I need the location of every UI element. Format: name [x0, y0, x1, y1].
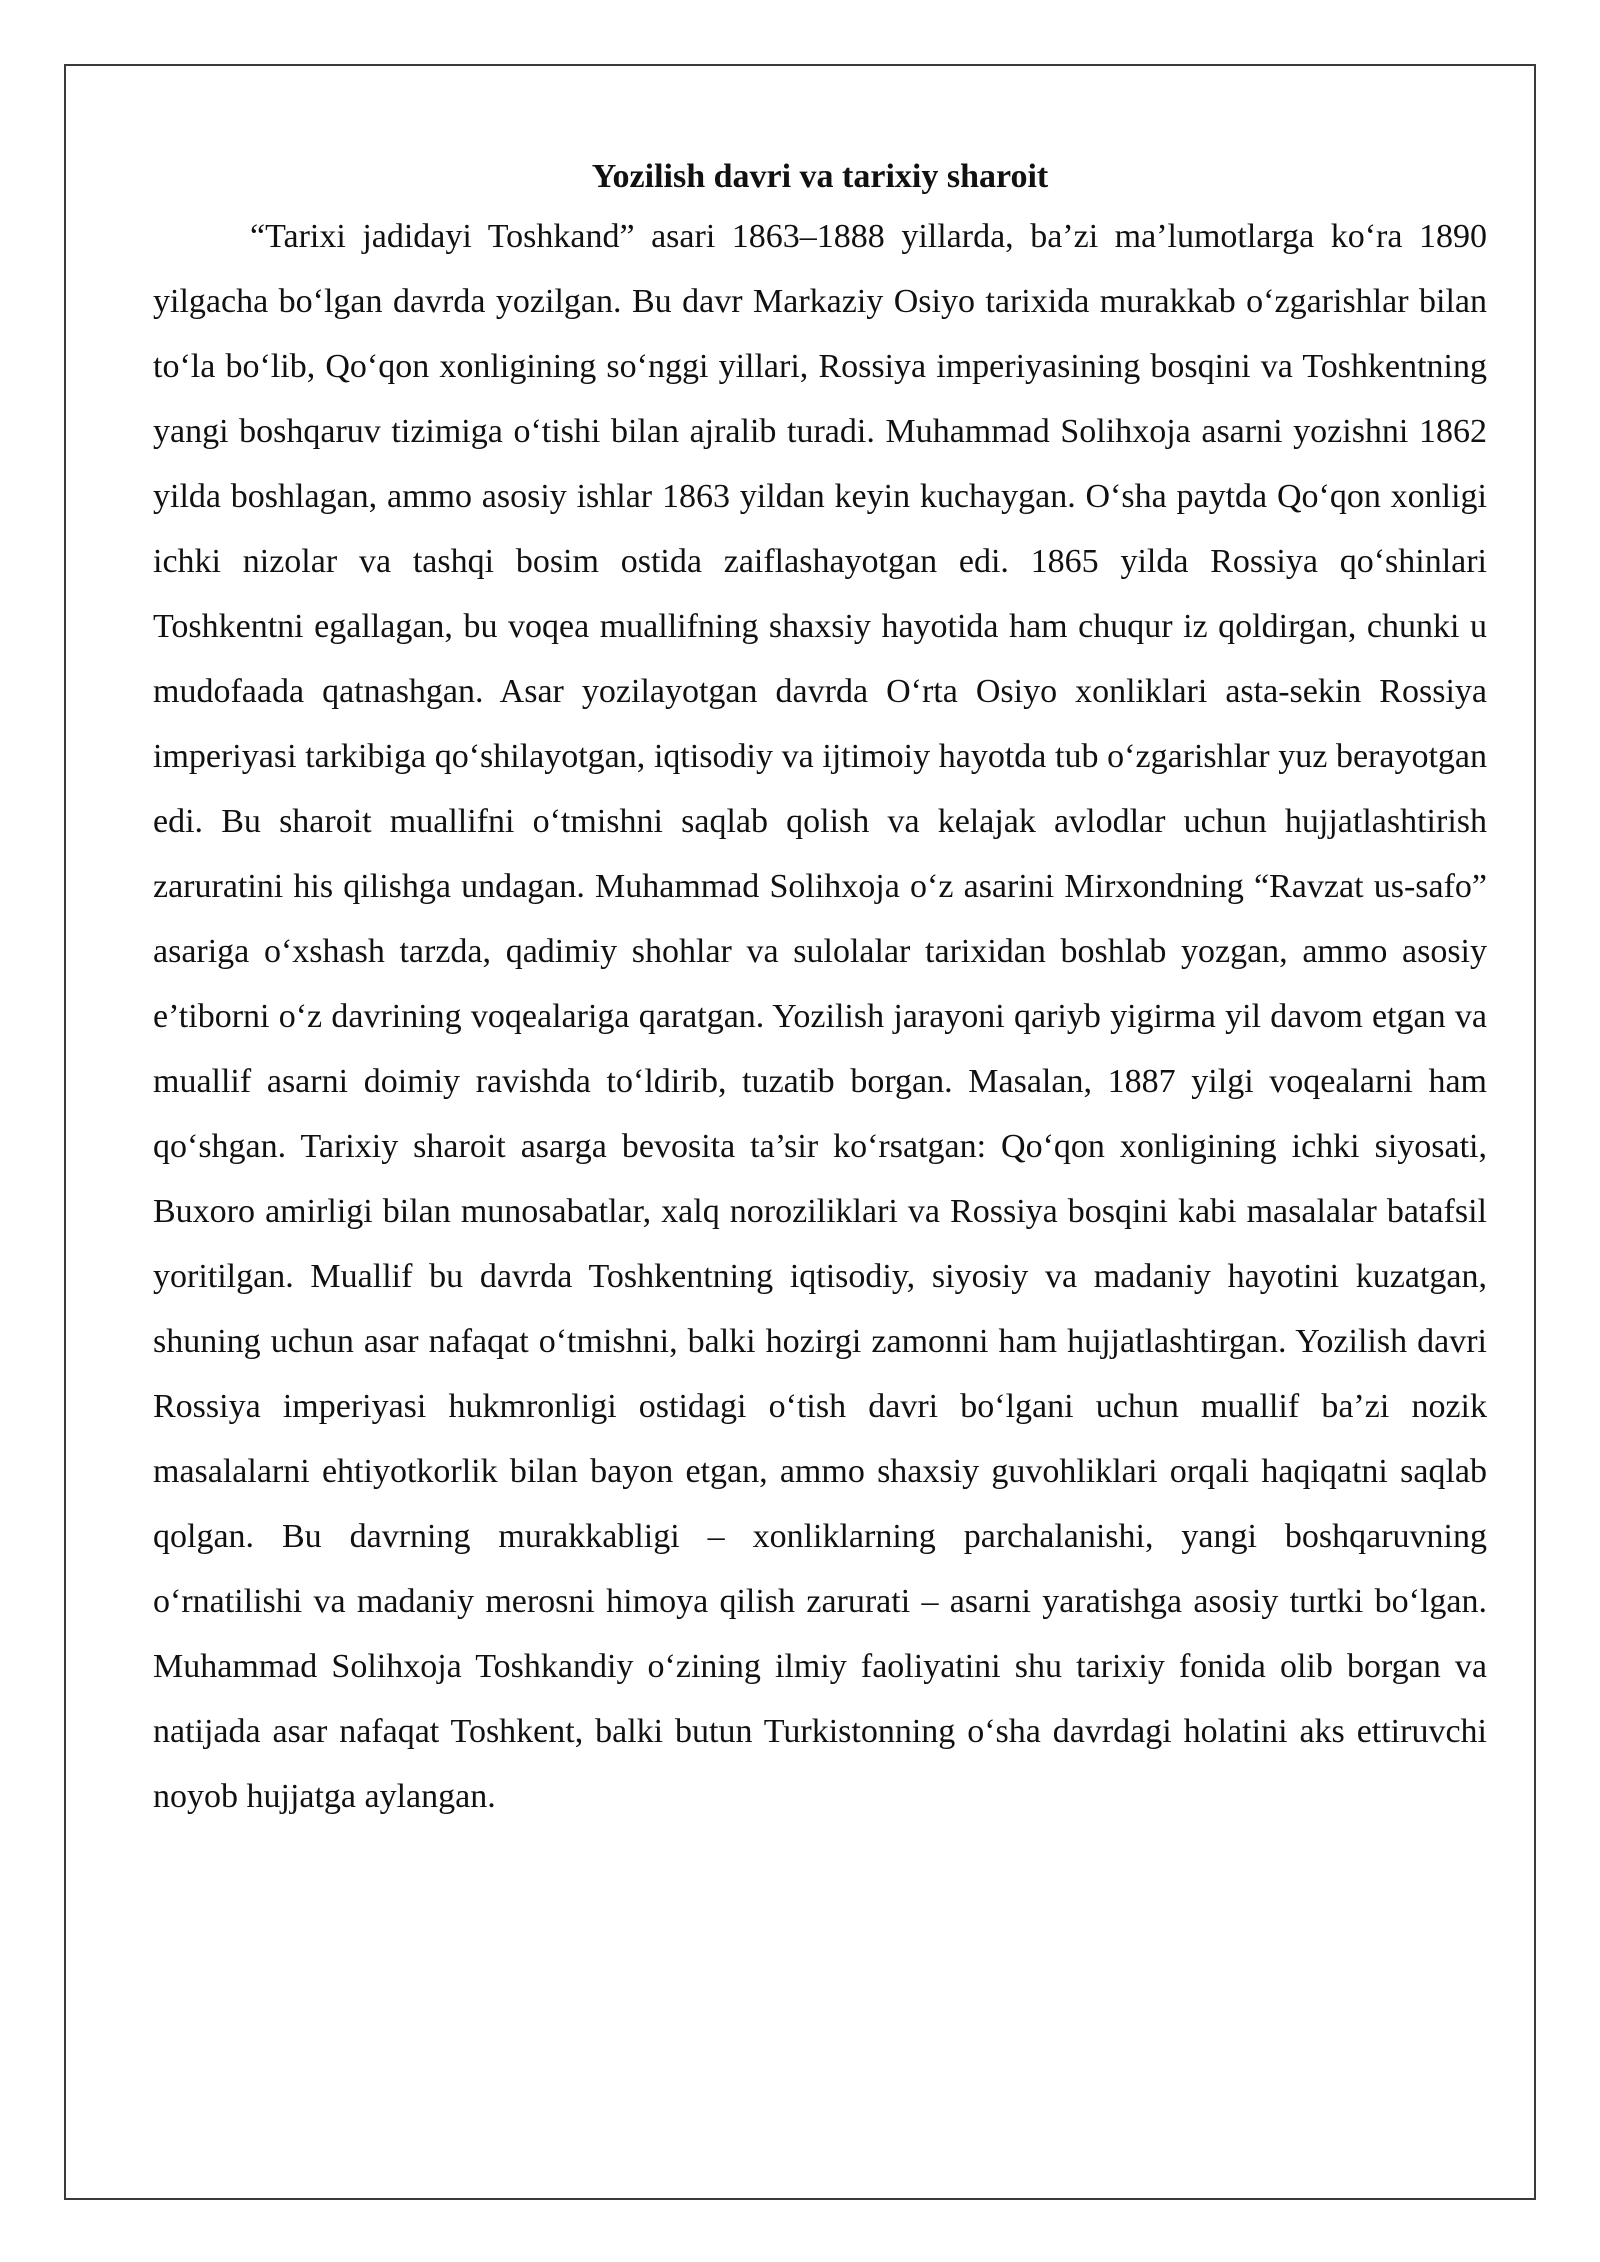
document-body-paragraph: “Tarixi jadidayi Toshkand” asari 1863–1888 yillarda, ba’zi ma’lumotlarga ko‘ra 1890 yilgacha bo‘lgan davrda yozilgan. Bu davr Markaziy Osiyo tarixida murakkab o‘zgarishlar bilan to‘la bo‘lib, Qo‘qon xonligining so‘nggi yillari, Rossiya imperiyasining bosqini va Toshkentning yangi boshqaruv tizimiga o‘tishi bilan ajralib turadi. Muhammad Solihxoja asarni yozishni 1862 yilda boshlagan, ammo asosiy ishlar 1863 yildan keyin kuchaygan. O‘sha paytda Qo‘qon xonligi ichki nizolar va tashqi bosim ostida zaiflashayotgan edi. 1865 yilda Rossiya qo‘shinlari Toshkentni egallagan, bu voqea muallifning shaxsiy hayotida ham chuqur iz qoldirgan, chunki u mudofaada qatnashgan. Asar yozilayotgan davrda O‘rta Osiyo xonliklari asta-sekin Rossiya imperiyasi tarkibiga qo‘shilayotgan, iqtisodiy va ijtimoiy hayotda tub o‘zgarishlar yuz berayotgan edi. Bu sharoit muallifni o‘tmishni saqlab qolish va kelajak avlodlar uchun hujjatlashtirish zaruratini his qilishga undagan. Muhammad Solihxoja o‘z asarini Mirxondning “Ravzat us-safo” asariga o‘xshash tarzda, qadimiy shohlar va sulolalar tarixidan boshlab yozgan, ammo asosiy e’tiborni o‘z davrining voqealariga qaratgan. Yozilish jarayoni qariyb yigirma yil davom etgan va muallif asarni doimiy ravishda to‘ldirib, tuzatib borgan. Masalan, 1887 yilgi voqealarni ham qo‘shgan. Tarixiy sharoit asarga bevosita ta’sir ko‘rsatgan: Qo‘qon xonligining ichki siyosati, Buxoro amirligi bilan munosabatlar, xalq noroziliklari va Rossiya bosqini kabi masalalar batafsil yoritilgan. Muallif bu davrda Toshkentning iqtisodiy, siyosiy va madaniy hayotini kuzatgan, shuning uchun asar nafaqat o‘tmishni, balki hozirgi zamonni ham hujjatlashtirgan. Yozilish davri Rossiya imperiyasi hukmronligi ostidagi o‘tish davri bo‘lgani uchun muallif ba’zi nozik masalalarni ehtiyotkorlik bilan bayon etgan, ammo shaxsiy guvohliklari orqali haqiqatni saqlab qolgan. Bu davrning murakkabligi – xonliklarning parchalanishi, yangi boshqaruvning o‘rnatilishi va madaniy merosni himoya qilish zarurati – asarni yaratishga asosiy turtki bo‘lgan. Muhammad Solihxoja Toshkandiy o‘zining ilmiy faoliyatini shu tarixiy fonida olib borgan va natijada asar nafaqat Toshkent, balki butun Turkistonning o‘sha davrdagi holatini aks ettiruvchi noyob hujjatga aylangan.	[153, 218, 1487, 1815]
document-title: Yozilish davri va tarixiy sharoit	[591, 158, 1049, 195]
document-content	[153, 150, 1487, 1829]
